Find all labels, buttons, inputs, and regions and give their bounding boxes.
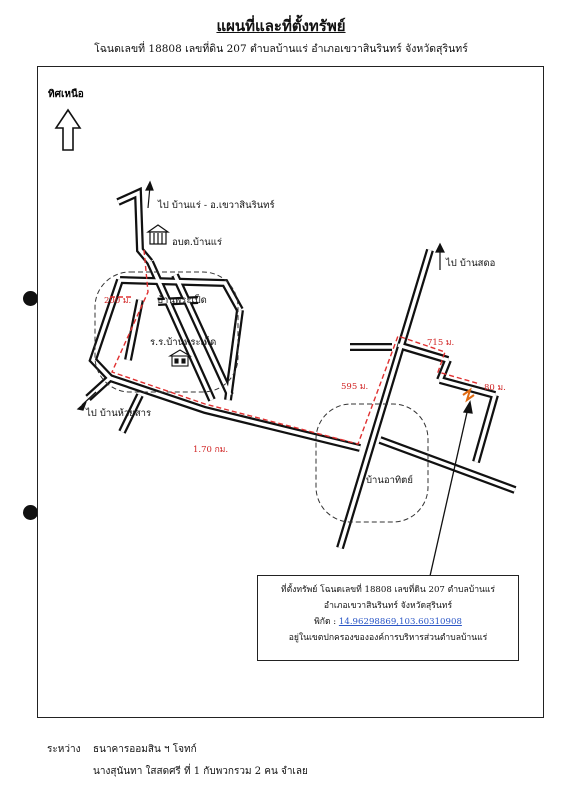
info-line-deed: ที่ตั้งทรัพย์ โฉนดเลขที่ 18808 เลขที่ดิน 207 ตำบลบ้านแร่ <box>280 585 496 595</box>
label-to-ban-rae: ไป บ้านแร่ - อ.เขวาสินรินทร์ <box>158 200 275 211</box>
info-line-jurisdiction: อยู่ในเขตปกครองขององค์การบริหารส่วนตำบลบ้านแร่ <box>288 633 488 643</box>
label-school: ร.ร.บ้านพระเพ็ด <box>150 337 217 348</box>
info-line-coordinates <box>258 614 518 630</box>
north-arrow-icon <box>56 110 80 150</box>
footer-between-label: ระหว่าง <box>47 744 81 755</box>
label-obt: อบต.บ้านแร่ <box>172 237 223 248</box>
info-line-district: อำเภอเขวาสินรินทร์ จังหวัดสุรินทร์ <box>323 601 453 611</box>
label-dist-170km: 1.70 กม. <box>193 445 229 455</box>
zone-ban-athit <box>316 404 428 522</box>
label-to-ban-sadao: ไป บ้านสดอ <box>446 258 496 269</box>
road-to-ban-rae <box>118 193 150 262</box>
north-label: ทิศเหนือ <box>48 89 84 100</box>
label-ban-athit: บ้านอาทิตย์ <box>366 475 413 486</box>
footer-between-row <box>47 742 197 757</box>
footer-party-plaintiff: ธนาคารออมสิน ฯ โจทก์ <box>93 744 197 755</box>
coord-link[interactable]: 14.96298869,103.60310908 <box>338 617 462 627</box>
building-icon <box>148 225 168 244</box>
coord-label: พิกัด : <box>314 617 337 627</box>
page-title: แผนที่และที่ตั้งทรัพย์ <box>216 17 346 35</box>
property-info-box <box>257 575 519 661</box>
footer-party-defendant: นางสุนันทา ใสสดศรี ที่ 1 กับพวกรวม 2 คน จำเลย <box>93 766 308 777</box>
label-ban-phrapet: บ้านพระเป็ด <box>157 295 207 306</box>
road-network <box>88 193 515 548</box>
label-to-ban-huai-sai: ไป บ้านห้วยสาร <box>86 408 152 419</box>
pointer-arrow <box>430 402 472 576</box>
label-dist-715: 715 ม. <box>427 338 455 348</box>
page-subtitle: โฉนดเลขที่ 18808 เลขที่ดิน 207 ตำบลบ้านแร่ อำเภอเขวาสินรินทร์ จังหวัดสุรินทร์ <box>94 43 468 55</box>
label-dist-595: 595 ม. <box>341 382 369 392</box>
label-dist-80: 80 ม. <box>484 383 506 393</box>
label-dist-200: 200 ม. <box>104 296 132 306</box>
